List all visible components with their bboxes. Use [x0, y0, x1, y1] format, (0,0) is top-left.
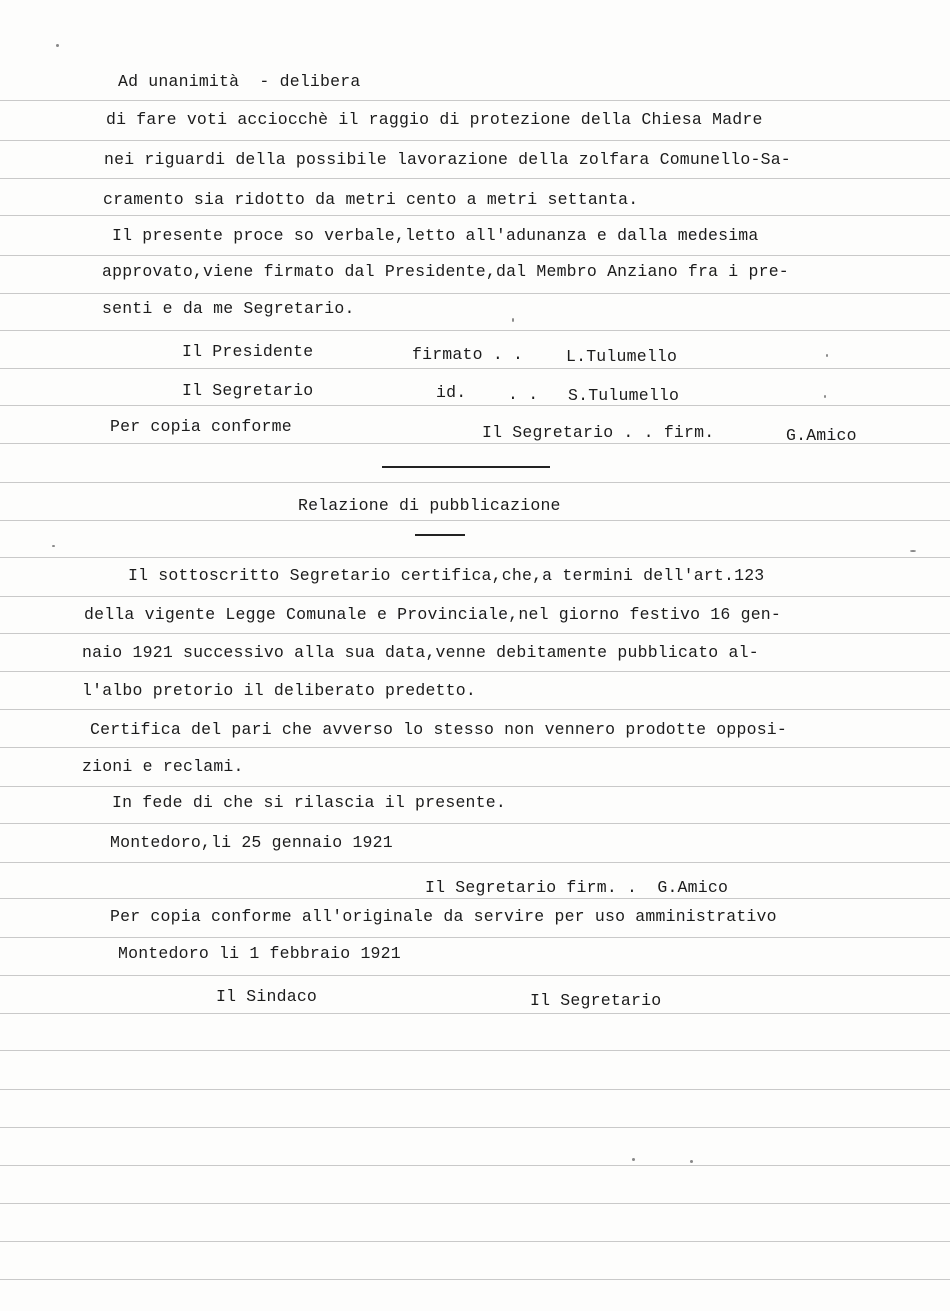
signature-name: G.Amico [786, 426, 857, 445]
ruled-line [0, 1279, 950, 1280]
signature-label: Il Sindaco [216, 987, 318, 1006]
ruled-line [0, 709, 950, 710]
text-line: In fede di che si rilascia il presente. [112, 793, 506, 812]
ruled-line [0, 596, 950, 597]
ruled-line [0, 1089, 950, 1090]
scan-speck [56, 44, 59, 47]
ruled-line [0, 862, 950, 863]
ruled-line [0, 405, 950, 406]
text-line: nei riguardi della possibile lavorazione della zolfara Comunello-Sa- [104, 150, 791, 169]
ruled-line [0, 255, 950, 256]
text-line: Certifica del pari che avverso lo stesso non vennero prodotte opposi- [90, 720, 788, 739]
ruled-line [0, 178, 950, 179]
ruled-line [0, 557, 950, 558]
ruled-line [0, 975, 950, 976]
ruled-line [0, 1165, 950, 1166]
ruled-line [0, 1241, 950, 1242]
ruled-line [0, 330, 950, 331]
scan-speck [52, 545, 55, 547]
text-line: senti e da me Segretario. [102, 299, 355, 318]
section-title: Relazione di pubblicazione [298, 496, 561, 515]
scan-speck [824, 395, 826, 398]
ruled-line [0, 1013, 950, 1014]
text-line: Il presente proce so verbale,letto all'adunanza e dalla medesima [112, 226, 759, 245]
text-line: della vigente Legge Comunale e Provinciale,nel giorno festivo 16 gen- [84, 605, 782, 624]
place-date-line: Montedoro li 1 febbraio 1921 [118, 944, 401, 963]
place-date-line: Montedoro,li 25 gennaio 1921 [110, 833, 393, 852]
text-line: di fare voti acciocchè il raggio di protezione della Chiesa Madre [106, 110, 763, 129]
copy-conform-label: Per copia conforme [110, 417, 292, 436]
signature-note: Il Segretario . . firm. [482, 423, 715, 442]
ruled-line [0, 671, 950, 672]
ruled-line [0, 937, 950, 938]
text-line: cramento sia ridotto da metri cento a metri settanta. [103, 190, 639, 209]
signature-name: L.Tulumello [566, 347, 678, 366]
scan-speck [910, 550, 916, 552]
text-line: naio 1921 successivo alla sua data,venne debitamente pubblicato al- [82, 643, 759, 662]
text-line: approvato,viene firmato dal Presidente,dal Membro Anziano fra i pre- [102, 262, 789, 281]
ruled-line [0, 140, 950, 141]
signature-label: Il Segretario [530, 991, 662, 1010]
ruled-line [0, 100, 950, 101]
signature-label: Il Presidente [182, 342, 314, 361]
title-underline [415, 534, 465, 536]
ruled-line [0, 293, 950, 294]
text-line: Il sottoscritto Segretario certifica,che,a termini dell'art.123 [128, 566, 765, 585]
text-line: l'albo pretorio il deliberato predetto. [82, 681, 476, 700]
ruled-line [0, 482, 950, 483]
scan-speck [512, 318, 514, 322]
ruled-line [0, 898, 950, 899]
signature-note: id. [436, 383, 467, 402]
signature-label: Il Segretario [182, 381, 314, 400]
ruled-line [0, 1050, 950, 1051]
text-line: Ad unanimità - delibera [118, 72, 361, 91]
ruled-line [0, 368, 950, 369]
signature-name: S.Tulumello [568, 386, 680, 405]
ruled-line [0, 520, 950, 521]
ruled-line [0, 786, 950, 787]
ruled-line [0, 1127, 950, 1128]
scan-speck [826, 354, 828, 357]
signature-line: Il Segretario firm. . G.Amico [425, 878, 729, 897]
ruled-line [0, 1203, 950, 1204]
ruled-line [0, 747, 950, 748]
separator-rule [382, 466, 550, 468]
signature-note: . . [508, 385, 539, 404]
signature-note: firmato . . [412, 345, 524, 364]
text-line: Per copia conforme all'originale da servire per uso amministrativo [110, 907, 777, 926]
text-line: zioni e reclami. [82, 757, 244, 776]
scan-speck [632, 1158, 635, 1161]
ruled-line [0, 633, 950, 634]
ruled-line [0, 215, 950, 216]
scan-speck [690, 1160, 693, 1163]
ruled-line [0, 823, 950, 824]
